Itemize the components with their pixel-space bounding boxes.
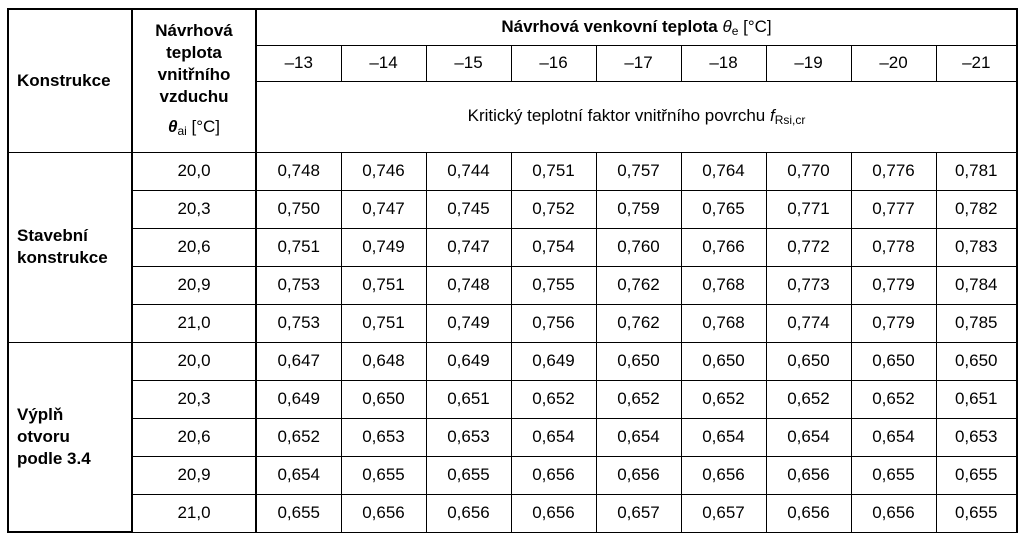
cell-value: 0,754: [511, 228, 596, 266]
row-internal-temp: 20,6: [132, 418, 256, 456]
external-temp-col: –15: [426, 45, 511, 81]
row-internal-temp: 20,0: [132, 152, 256, 190]
cell-value: 0,762: [596, 266, 681, 304]
cell-value: 0,765: [681, 190, 766, 228]
cell-value: 0,756: [511, 304, 596, 342]
external-temp-col: –14: [341, 45, 426, 81]
cell-value: 0,655: [851, 456, 936, 494]
cell-value: 0,782: [936, 190, 1017, 228]
cell-value: 0,657: [596, 494, 681, 532]
table-row: [8, 418, 1017, 456]
internal-temp-line: Návrhová: [155, 20, 233, 40]
section-label: Stavební konstrukce: [8, 152, 132, 342]
cell-value: 0,648: [341, 342, 426, 380]
internal-temp-line: vzduchu: [159, 86, 229, 106]
cell-value: 0,770: [766, 152, 851, 190]
cell-value: 0,652: [851, 380, 936, 418]
row-internal-temp: 20,3: [132, 380, 256, 418]
row-internal-temp: 21,0: [132, 494, 256, 532]
cell-value: 0,752: [511, 190, 596, 228]
external-temp-symbol: θ: [722, 16, 732, 36]
cell-value: 0,650: [341, 380, 426, 418]
cell-value: 0,656: [341, 494, 426, 532]
table-row: [8, 456, 1017, 494]
external-temp-col: –21: [936, 45, 1017, 81]
internal-temp-line: teplota: [166, 42, 222, 62]
cell-value: 0,651: [426, 380, 511, 418]
cell-value: 0,772: [766, 228, 851, 266]
cell-value: 0,656: [766, 494, 851, 532]
cell-value: 0,766: [681, 228, 766, 266]
cell-value: 0,774: [766, 304, 851, 342]
header-external-temperature: [256, 9, 1017, 45]
external-temp-col: –19: [766, 45, 851, 81]
cell-value: 0,654: [681, 418, 766, 456]
header-konstrukce: Konstrukce: [8, 9, 132, 152]
cell-value: 0,748: [256, 152, 341, 190]
cell-value: 0,779: [851, 304, 936, 342]
header-factor: [256, 81, 1017, 152]
cell-value: 0,650: [596, 342, 681, 380]
cell-value: 0,649: [426, 342, 511, 380]
cell-value: 0,652: [596, 380, 681, 418]
cell-value: 0,654: [851, 418, 936, 456]
cell-value: 0,650: [851, 342, 936, 380]
external-temp-col: –18: [681, 45, 766, 81]
external-temp-unit: [°C]: [738, 16, 772, 36]
row-internal-temp: 20,6: [132, 228, 256, 266]
table-row: [8, 228, 1017, 266]
table-row: [8, 494, 1017, 532]
cell-value: 0,781: [936, 152, 1017, 190]
cell-value: 0,751: [511, 152, 596, 190]
cell-value: 0,755: [511, 266, 596, 304]
temperature-factor-table: [7, 8, 1018, 533]
cell-value: 0,655: [256, 494, 341, 532]
cell-value: 0,751: [256, 228, 341, 266]
cell-value: 0,768: [681, 304, 766, 342]
table-row: [8, 190, 1017, 228]
cell-value: 0,656: [511, 494, 596, 532]
external-temp-subscript: e: [731, 23, 739, 38]
cell-value: 0,785: [936, 304, 1017, 342]
table-row: [8, 304, 1017, 342]
cell-value: 0,652: [511, 380, 596, 418]
cell-value: 0,744: [426, 152, 511, 190]
cell-value: 0,657: [681, 494, 766, 532]
internal-temp-line: vnitřního: [157, 64, 231, 84]
cell-value: 0,746: [341, 152, 426, 190]
cell-value: 0,753: [256, 304, 341, 342]
cell-value: 0,747: [341, 190, 426, 228]
cell-value: 0,656: [681, 456, 766, 494]
row-internal-temp: 20,9: [132, 456, 256, 494]
cell-value: 0,779: [851, 266, 936, 304]
table-row: [8, 342, 1017, 380]
cell-value: 0,655: [936, 494, 1017, 532]
cell-value: 0,652: [256, 418, 341, 456]
cell-value: 0,655: [936, 456, 1017, 494]
cell-value: 0,654: [511, 418, 596, 456]
cell-value: 0,654: [256, 456, 341, 494]
cell-value: 0,656: [766, 456, 851, 494]
cell-value: 0,650: [681, 342, 766, 380]
internal-temp-symbol: θ: [167, 116, 178, 136]
cell-value: 0,751: [341, 304, 426, 342]
cell-value: 0,748: [426, 266, 511, 304]
cell-value: 0,764: [681, 152, 766, 190]
internal-temp-unit: [°C]: [186, 116, 221, 136]
cell-value: 0,653: [936, 418, 1017, 456]
cell-value: 0,656: [426, 494, 511, 532]
cell-value: 0,650: [936, 342, 1017, 380]
cell-value: 0,778: [851, 228, 936, 266]
cell-value: 0,750: [256, 190, 341, 228]
internal-temp-subscript: ai: [177, 123, 187, 138]
cell-value: 0,649: [511, 342, 596, 380]
cell-value: 0,652: [681, 380, 766, 418]
section-label: Výplň otvoru podle 3.4: [8, 342, 132, 532]
row-internal-temp: 21,0: [132, 304, 256, 342]
table-row: [8, 380, 1017, 418]
row-internal-temp: 20,0: [132, 342, 256, 380]
factor-label: Kritický teplotní faktor vnitřního povrchu: [467, 106, 770, 125]
cell-value: 0,655: [426, 456, 511, 494]
cell-value: 0,768: [681, 266, 766, 304]
cell-value: 0,759: [596, 190, 681, 228]
cell-value: 0,777: [851, 190, 936, 228]
cell-value: 0,653: [341, 418, 426, 456]
table-row: [8, 152, 1017, 190]
cell-value: 0,757: [596, 152, 681, 190]
cell-value: 0,654: [596, 418, 681, 456]
cell-value: 0,751: [341, 266, 426, 304]
row-internal-temp: 20,9: [132, 266, 256, 304]
cell-value: 0,783: [936, 228, 1017, 266]
cell-value: 0,652: [766, 380, 851, 418]
cell-value: 0,753: [256, 266, 341, 304]
cell-value: 0,773: [766, 266, 851, 304]
cell-value: 0,749: [341, 228, 426, 266]
cell-value: 0,647: [256, 342, 341, 380]
cell-value: 0,776: [851, 152, 936, 190]
cell-value: 0,762: [596, 304, 681, 342]
cell-value: 0,655: [341, 456, 426, 494]
cell-value: 0,745: [426, 190, 511, 228]
external-temp-col: –20: [851, 45, 936, 81]
cell-value: 0,784: [936, 266, 1017, 304]
cell-value: 0,656: [511, 456, 596, 494]
cell-value: 0,749: [426, 304, 511, 342]
cell-value: 0,653: [426, 418, 511, 456]
header-internal-temperature: [132, 9, 256, 152]
factor-symbol: f: [769, 106, 775, 125]
cell-value: 0,760: [596, 228, 681, 266]
external-temp-col: –16: [511, 45, 596, 81]
cell-value: 0,654: [766, 418, 851, 456]
cell-value: 0,650: [766, 342, 851, 380]
factor-subscript: Rsi,cr: [774, 113, 806, 127]
cell-value: 0,649: [256, 380, 341, 418]
external-temp-col: –17: [596, 45, 681, 81]
row-internal-temp: 20,3: [132, 190, 256, 228]
table-row: [8, 266, 1017, 304]
cell-value: 0,656: [851, 494, 936, 532]
external-temp-label: Návrhová venkovní teplota: [501, 16, 723, 36]
cell-value: 0,747: [426, 228, 511, 266]
cell-value: 0,771: [766, 190, 851, 228]
cell-value: 0,656: [596, 456, 681, 494]
cell-value: 0,651: [936, 380, 1017, 418]
external-temp-col: –13: [256, 45, 341, 81]
